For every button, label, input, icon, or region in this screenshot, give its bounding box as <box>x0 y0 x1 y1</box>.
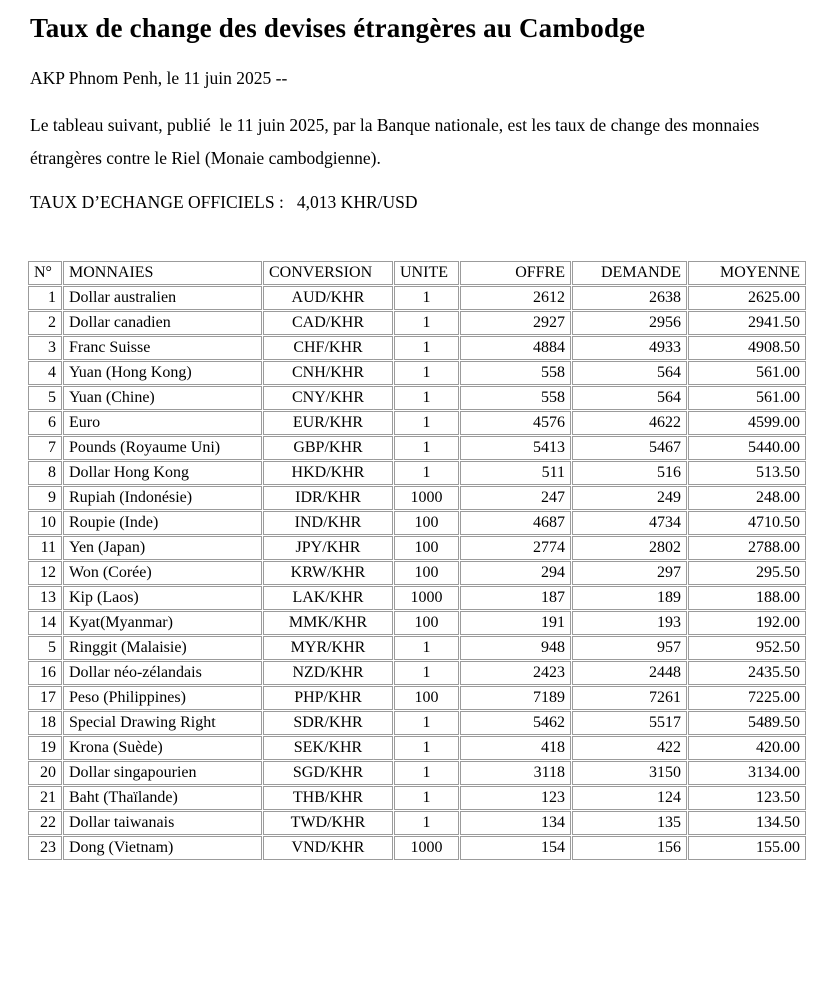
table-body <box>28 286 806 860</box>
cell: 5 <box>28 636 62 660</box>
cell: 4687 <box>460 511 571 535</box>
page-title: Taux de change des devises étrangères au Cambodge <box>30 13 646 43</box>
cell: 2788.00 <box>688 536 806 560</box>
table-row <box>28 536 806 560</box>
table-row <box>28 361 806 385</box>
cell: 10 <box>28 511 62 535</box>
cell: Dollar taiwanais <box>63 811 262 835</box>
cell: Euro <box>63 411 262 435</box>
cell: 4622 <box>572 411 687 435</box>
table-row <box>28 336 806 360</box>
cell: 513.50 <box>688 461 806 485</box>
cell: Yen (Japan) <box>63 536 262 560</box>
cell: 189 <box>572 586 687 610</box>
cell: Dollar singapourien <box>63 761 262 785</box>
cell: 1 <box>394 286 459 310</box>
cell: 193 <box>572 611 687 635</box>
cell: 7261 <box>572 686 687 710</box>
cell: 558 <box>460 386 571 410</box>
cell: 1 <box>394 736 459 760</box>
table-row <box>28 811 806 835</box>
cell: 1 <box>394 636 459 660</box>
column-header: MOYENNE <box>688 261 806 285</box>
cell: 17 <box>28 686 62 710</box>
cell: 124 <box>572 786 687 810</box>
cell: MYR/KHR <box>263 636 393 660</box>
table-row <box>28 636 806 660</box>
cell: 2612 <box>460 286 571 310</box>
cell: 1 <box>394 761 459 785</box>
cell: 100 <box>394 611 459 635</box>
cell: Pounds (Royaume Uni) <box>63 436 262 460</box>
cell: 123.50 <box>688 786 806 810</box>
cell: 4734 <box>572 511 687 535</box>
table-row <box>28 661 806 685</box>
cell: 294 <box>460 561 571 585</box>
cell: 12 <box>28 561 62 585</box>
table-row <box>28 786 806 810</box>
cell: Rupiah (Indonésie) <box>63 486 262 510</box>
cell: 7 <box>28 436 62 460</box>
cell: CHF/KHR <box>263 336 393 360</box>
cell: 952.50 <box>688 636 806 660</box>
cell: 3134.00 <box>688 761 806 785</box>
cell: CAD/KHR <box>263 311 393 335</box>
cell: 297 <box>572 561 687 585</box>
cell: Peso (Philippines) <box>63 686 262 710</box>
cell: 23 <box>28 836 62 860</box>
cell: SEK/KHR <box>263 736 393 760</box>
cell: 249 <box>572 486 687 510</box>
cell: 191 <box>460 611 571 635</box>
table-row <box>28 586 806 610</box>
cell: 11 <box>28 536 62 560</box>
cell: 13 <box>28 586 62 610</box>
column-header: DEMANDE <box>572 261 687 285</box>
cell: 422 <box>572 736 687 760</box>
cell: 511 <box>460 461 571 485</box>
cell: 2774 <box>460 536 571 560</box>
cell: Dong (Vietnam) <box>63 836 262 860</box>
cell: 561.00 <box>688 361 806 385</box>
cell: 1000 <box>394 486 459 510</box>
cell: 4884 <box>460 336 571 360</box>
table-row <box>28 611 806 635</box>
cell: 1 <box>28 286 62 310</box>
cell: 1 <box>394 311 459 335</box>
cell: Dollar australien <box>63 286 262 310</box>
cell: 100 <box>394 536 459 560</box>
cell: Krona (Suède) <box>63 736 262 760</box>
cell: 7225.00 <box>688 686 806 710</box>
cell: 248.00 <box>688 486 806 510</box>
cell: SGD/KHR <box>263 761 393 785</box>
cell: 516 <box>572 461 687 485</box>
cell: 2435.50 <box>688 661 806 685</box>
table-row <box>28 561 806 585</box>
cell: 561.00 <box>688 386 806 410</box>
cell: 188.00 <box>688 586 806 610</box>
cell: 5413 <box>460 436 571 460</box>
cell: NZD/KHR <box>263 661 393 685</box>
table-row <box>28 436 806 460</box>
cell: 1 <box>394 811 459 835</box>
cell: 4710.50 <box>688 511 806 535</box>
cell: Roupie (Inde) <box>63 511 262 535</box>
cell: Baht (Thaïlande) <box>63 786 262 810</box>
cell: 564 <box>572 361 687 385</box>
column-header: MONNAIES <box>63 261 262 285</box>
dateline: AKP Phnom Penh, le 11 juin 2025 -- <box>30 68 288 89</box>
cell: AUD/KHR <box>263 286 393 310</box>
table-row <box>28 511 806 535</box>
cell: MMK/KHR <box>263 611 393 635</box>
cell: 2448 <box>572 661 687 685</box>
cell: EUR/KHR <box>263 411 393 435</box>
cell: 14 <box>28 611 62 635</box>
cell: 420.00 <box>688 736 806 760</box>
cell: 134.50 <box>688 811 806 835</box>
cell: 564 <box>572 386 687 410</box>
cell: 247 <box>460 486 571 510</box>
cell: 2802 <box>572 536 687 560</box>
cell: 9 <box>28 486 62 510</box>
cell: KRW/KHR <box>263 561 393 585</box>
cell: 2423 <box>460 661 571 685</box>
cell: 957 <box>572 636 687 660</box>
cell: 134 <box>460 811 571 835</box>
cell: SDR/KHR <box>263 711 393 735</box>
cell: 1 <box>394 361 459 385</box>
table-row <box>28 736 806 760</box>
cell: 1 <box>394 711 459 735</box>
cell: 100 <box>394 561 459 585</box>
cell: Kyat(Myanmar) <box>63 611 262 635</box>
table-row <box>28 311 806 335</box>
cell: 1 <box>394 411 459 435</box>
cell: 2941.50 <box>688 311 806 335</box>
cell: VND/KHR <box>263 836 393 860</box>
table-row <box>28 386 806 410</box>
cell: 4933 <box>572 336 687 360</box>
cell: 3 <box>28 336 62 360</box>
cell: 1 <box>394 786 459 810</box>
cell: 8 <box>28 461 62 485</box>
cell: CNY/KHR <box>263 386 393 410</box>
cell: 4576 <box>460 411 571 435</box>
cell: 135 <box>572 811 687 835</box>
cell: 6 <box>28 411 62 435</box>
cell: 2927 <box>460 311 571 335</box>
cell: Won (Corée) <box>63 561 262 585</box>
cell: 4908.50 <box>688 336 806 360</box>
cell: THB/KHR <box>263 786 393 810</box>
cell: 948 <box>460 636 571 660</box>
cell: 22 <box>28 811 62 835</box>
cell: 1 <box>394 336 459 360</box>
cell: Yuan (Chine) <box>63 386 262 410</box>
cell: 1000 <box>394 586 459 610</box>
table-row <box>28 836 806 860</box>
cell: Dollar néo-zélandais <box>63 661 262 685</box>
cell: 2 <box>28 311 62 335</box>
cell: 3118 <box>460 761 571 785</box>
table-row <box>28 486 806 510</box>
cell: 21 <box>28 786 62 810</box>
cell: 100 <box>394 686 459 710</box>
table-row <box>28 761 806 785</box>
cell: GBP/KHR <box>263 436 393 460</box>
cell: HKD/KHR <box>263 461 393 485</box>
cell: Dollar canadien <box>63 311 262 335</box>
cell: 4 <box>28 361 62 385</box>
cell: IND/KHR <box>263 511 393 535</box>
table-row <box>28 286 806 310</box>
cell: 3150 <box>572 761 687 785</box>
column-header: N° <box>28 261 62 285</box>
cell: Yuan (Hong Kong) <box>63 361 262 385</box>
cell: CNH/KHR <box>263 361 393 385</box>
cell: 156 <box>572 836 687 860</box>
cell: 4599.00 <box>688 411 806 435</box>
cell: PHP/KHR <box>263 686 393 710</box>
cell: Kip (Laos) <box>63 586 262 610</box>
cell: 5517 <box>572 711 687 735</box>
cell: Ringgit (Malaisie) <box>63 636 262 660</box>
cell: Special Drawing Right <box>63 711 262 735</box>
cell: JPY/KHR <box>263 536 393 560</box>
intro-paragraph: Le tableau suivant, publié le 11 juin 2025, par la Banque nationale, est les taux de change des monnaies étrangères contre le Riel (Monaie cambodgienne). <box>30 115 764 169</box>
cell: 187 <box>460 586 571 610</box>
cell: 19 <box>28 736 62 760</box>
cell: 2638 <box>572 286 687 310</box>
cell: 5 <box>28 386 62 410</box>
column-header: OFFRE <box>460 261 571 285</box>
cell: 1000 <box>394 836 459 860</box>
cell: 5489.50 <box>688 711 806 735</box>
table-row <box>28 461 806 485</box>
cell: 7189 <box>460 686 571 710</box>
cell: TWD/KHR <box>263 811 393 835</box>
cell: 5462 <box>460 711 571 735</box>
cell: 5440.00 <box>688 436 806 460</box>
cell: 154 <box>460 836 571 860</box>
cell: 1 <box>394 386 459 410</box>
cell: 1 <box>394 436 459 460</box>
table-row <box>28 711 806 735</box>
cell: 18 <box>28 711 62 735</box>
table-row <box>28 411 806 435</box>
cell: 16 <box>28 661 62 685</box>
cell: 2956 <box>572 311 687 335</box>
cell: 155.00 <box>688 836 806 860</box>
cell: 558 <box>460 361 571 385</box>
column-header: CONVERSION <box>263 261 393 285</box>
cell: 5467 <box>572 436 687 460</box>
cell: 2625.00 <box>688 286 806 310</box>
cell: LAK/KHR <box>263 586 393 610</box>
cell: Franc Suisse <box>63 336 262 360</box>
table-row <box>28 686 806 710</box>
cell: IDR/KHR <box>263 486 393 510</box>
cell: 1 <box>394 661 459 685</box>
cell: 1 <box>394 461 459 485</box>
column-header: UNITE <box>394 261 459 285</box>
table-header-row <box>28 261 806 285</box>
cell: 192.00 <box>688 611 806 635</box>
cell: 418 <box>460 736 571 760</box>
cell: 100 <box>394 511 459 535</box>
official-rate-line: TAUX D’ECHANGE OFFICIELS : 4,013 KHR/USD <box>30 192 418 213</box>
cell: 123 <box>460 786 571 810</box>
cell: Dollar Hong Kong <box>63 461 262 485</box>
cell: 295.50 <box>688 561 806 585</box>
cell: 20 <box>28 761 62 785</box>
exchange-rate-table <box>27 260 807 861</box>
